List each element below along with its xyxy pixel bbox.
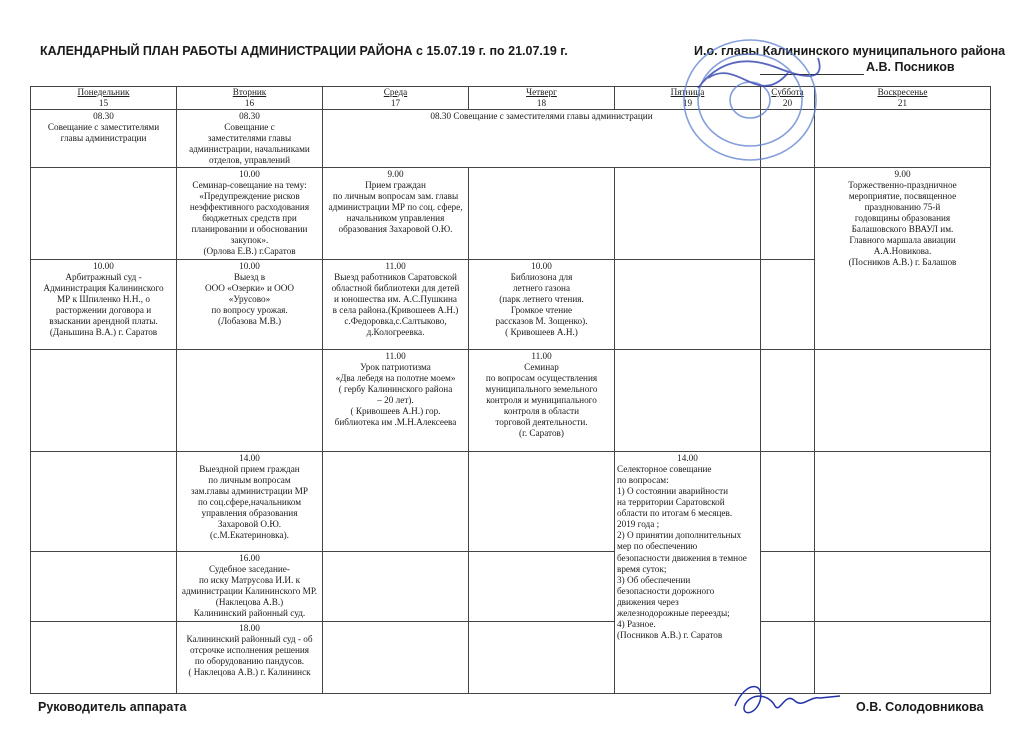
day-header-sun: Воскресенье 21 xyxy=(815,87,991,110)
empty-cell xyxy=(323,452,469,552)
event-fri-1400-time: 14.00 xyxy=(677,453,698,464)
table-row xyxy=(31,552,991,622)
footer-position: Руководитель аппарата xyxy=(38,700,187,714)
empty-cell xyxy=(469,622,615,694)
empty-cell xyxy=(177,350,323,452)
approver-name: А.В. Посников xyxy=(866,60,955,74)
table-row xyxy=(31,168,991,260)
event-mon-0830: 08.30 Совещание с заместителями главы администрации xyxy=(31,110,177,168)
table-row xyxy=(31,350,991,452)
table-row xyxy=(31,110,991,168)
table-header-row xyxy=(31,87,991,110)
event-wed-0900: 9.00 Прием граждан по личным вопросам зам. главы администрации МР по соц. сфере, начальником управления образования Захаровой О.Ю. xyxy=(323,168,469,260)
event-tue-0830: 08.30 Совещание с заместителями главы администрации, начальниками отделов, управлений xyxy=(177,110,323,168)
signature-line xyxy=(760,74,864,75)
table-row xyxy=(31,452,991,552)
approver-position: И.о. главы Калининского муниципального района xyxy=(694,44,1006,58)
event-tue-1600: 16.00 Судебное заседание- по иску Матрусова И.И. к администрации Калининского МР. (Наклецова А.В.) Калининский районный суд. xyxy=(177,552,323,622)
empty-cell xyxy=(815,452,991,552)
empty-cell xyxy=(31,552,177,622)
empty-cell xyxy=(31,168,177,260)
event-wed-fri-0830: 08.30 Совещание с заместителями главы администрации xyxy=(323,110,761,168)
event-thu-1000: 10.00 Библиозона для летнего газона (парк летнего чтения. Громкое чтение рассказов М. Зощенко). ( Кривошеев А.Н.) xyxy=(469,260,615,350)
event-thu-1100: 11.00 Семинар по вопросам осуществления муниципального земельного контроля и муниципального контроля в области торговой деятельности. (г. Саратов) xyxy=(469,350,615,452)
table-row xyxy=(31,622,991,694)
empty-cell xyxy=(31,622,177,694)
empty-cell xyxy=(615,168,761,260)
empty-cell xyxy=(761,260,815,350)
event-sun-0900: 9.00 Торжественно-праздничное мероприятие, посвященное празднованию 75-й годовщины образования Балашовского ВВАУЛ им. Главного маршала авиации А.А.Новикова. (Посников А.В.) г. Балашов xyxy=(815,168,991,350)
day-header-sat: Суббота 20 xyxy=(761,87,815,110)
day-header-fri: Пятница 19 xyxy=(615,87,761,110)
day-header-thu: Четверг 18 xyxy=(469,87,615,110)
event-tue-1000-seminar: 10.00 Семинар-совещание на тему: «Предупреждение рисков неэффективного расходования бюджетных средств при планировании и обосновании закупок». (Орлова Е.В.) г.Саратов xyxy=(177,168,323,260)
empty-cell xyxy=(761,350,815,452)
empty-cell xyxy=(469,452,615,552)
empty-cell xyxy=(31,452,177,552)
empty-cell xyxy=(761,622,815,694)
event-tue-1000-trip: 10.00 Выезд в ООО «Озерки» и ООО «Урусово» по вопросу урожая. (Лобазова М.В.) xyxy=(177,260,323,350)
empty-cell xyxy=(761,168,815,260)
empty-cell xyxy=(469,552,615,622)
empty-cell xyxy=(815,350,991,452)
day-header-tue: Вторник 16 xyxy=(177,87,323,110)
empty-cell xyxy=(761,552,815,622)
event-tue-1400: 14.00 Выездной прием граждан по личным вопросам зам.главы администрации МР по соц.сфере,начальником управления образования Захаровой О.Ю. (с.М.Екатериновка). xyxy=(177,452,323,552)
empty-cell xyxy=(815,552,991,622)
event-fri-1400 xyxy=(615,452,761,694)
footer-name: О.В. Солодовникова xyxy=(856,700,984,714)
page-title: КАЛЕНДАРНЫЙ ПЛАН РАБОТЫ АДМИНИСТРАЦИИ РАЙОНА с 15.07.19 г. по 21.07.19 г. xyxy=(40,44,568,58)
day-header-wed: Среда 17 xyxy=(323,87,469,110)
empty-cell xyxy=(31,350,177,452)
event-wed-1100-trip: 11.00 Выезд работников Саратовской областной библиотеки для детей и юношества им. А.С.Пушкина в села района.(Кривошеев А.Н.) с.Федоровка,с.Салтыково, д.Кологреевка. xyxy=(323,260,469,350)
empty-cell xyxy=(615,350,761,452)
event-fri-1400-body: Селекторное совещание по вопросам: 1) О состоянии аварийности на территории Саратовской области по итогам 6 месяцев. 2019 года ; 2) О принятии дополнительных мер по обеспечению безопасности движения в темное время суток; 3) Об обеспечении безопасности дорожного движения через железнодорожные переезды; 4) Разное. (Посников А.В.) г. Саратов xyxy=(617,464,747,640)
empty-cell xyxy=(761,110,815,168)
empty-cell xyxy=(761,452,815,552)
empty-cell xyxy=(815,110,991,168)
empty-cell xyxy=(815,622,991,694)
schedule-table xyxy=(30,86,991,694)
empty-cell xyxy=(323,552,469,622)
empty-cell xyxy=(323,622,469,694)
day-header-mon: Понедельник 15 xyxy=(31,87,177,110)
event-tue-1800: 18.00 Калининский районный суд - об отсрочке исполнения решения по оборудованию пандусов. ( Наклецова А.В.) г. Калининск xyxy=(177,622,323,694)
empty-cell xyxy=(615,260,761,350)
empty-cell xyxy=(469,168,615,260)
event-wed-1100-lesson: 11.00 Урок патриотизма «Два лебедя на полотне моем» ( гербу Калининского района – 20 лет). ( Кривошеев А.Н.) гор. библиотека им .М.Н.Алексеева xyxy=(323,350,469,452)
event-mon-1000: 10.00 Арбитражный суд - Администрация Калининского МР к Шпиленко Н.Н., о расторжении договора и взыскании арендной платы. (Даньшина В.А.) г. Саратов xyxy=(31,260,177,350)
